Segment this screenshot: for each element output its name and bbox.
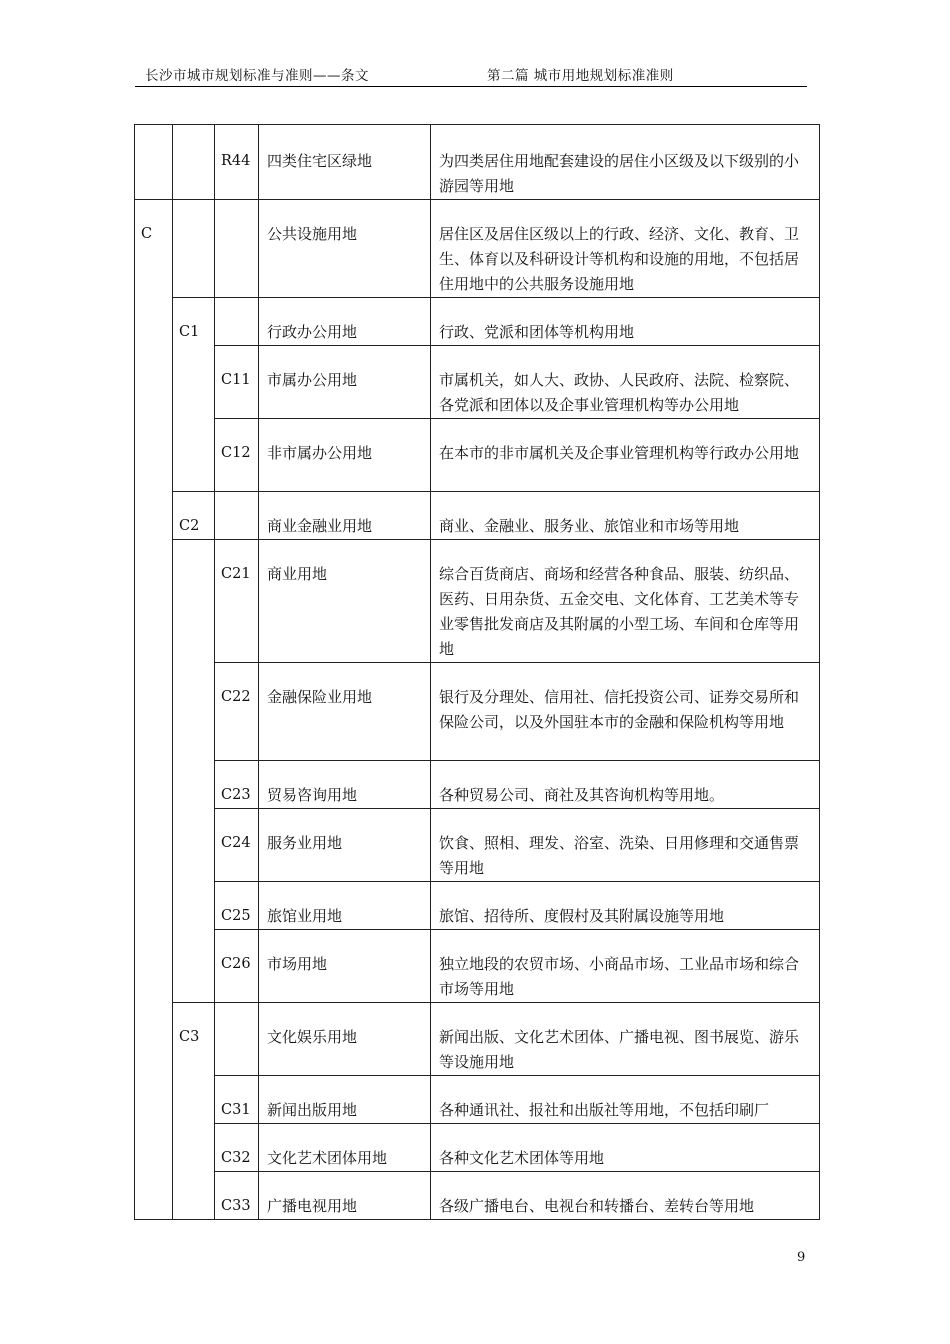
minor-code-cell: C24	[215, 809, 259, 882]
page-header	[135, 64, 807, 87]
table-row	[135, 761, 820, 809]
category-name-cell: 公共设施用地	[259, 200, 431, 298]
category-desc-cell: 综合百货商店、商场和经营各种食品、服装、纺织品、医药、日用杂货、五金交电、文化体育、工艺美术等专业零售批发商店及其附属的小型工场、车间和仓库等用地	[431, 540, 820, 663]
table-row	[135, 346, 820, 419]
category-desc-cell: 商业、金融业、服务业、旅馆业和市场等用地	[431, 492, 820, 540]
category-desc-cell: 为四类居住用地配套建设的居住小区级及以下级别的小游园等用地	[431, 125, 820, 200]
category-desc-cell: 在本市的非市属机关及企事业管理机构等行政办公用地	[431, 419, 820, 492]
major-code-cell	[135, 125, 173, 200]
category-name-cell: 行政办公用地	[259, 298, 431, 346]
minor-code-cell: C22	[215, 663, 259, 761]
table-row	[135, 1076, 820, 1124]
category-desc-cell: 各种通讯社、报社和出版社等用地，不包括印刷厂	[431, 1076, 820, 1124]
minor-code-cell: C12	[215, 419, 259, 492]
chapter-title: 第二篇 城市用地规划标准准则	[487, 68, 674, 84]
major-code-cell: C	[135, 200, 173, 1220]
table-row	[135, 298, 820, 346]
category-desc-cell: 市属机关，如人大、政协、人民政府、法院、检察院、各党派和团体以及企事业管理机构等办公用地	[431, 346, 820, 419]
category-desc-cell: 独立地段的农贸市场、小商品市场、工业品市场和综合市场等用地	[431, 930, 820, 1003]
table-row	[135, 125, 820, 200]
category-desc-cell: 饮食、照相、理发、浴室、洗染、日用修理和交通售票等用地	[431, 809, 820, 882]
minor-code-cell: R44	[215, 125, 259, 200]
category-desc-cell: 行政、党派和团体等机构用地	[431, 298, 820, 346]
page-number: 9	[797, 1250, 806, 1265]
table-row	[135, 200, 820, 298]
minor-code-cell: C23	[215, 761, 259, 809]
category-name-cell: 市场用地	[259, 930, 431, 1003]
minor-code-cell	[215, 298, 259, 346]
medium-code-cell	[173, 125, 215, 200]
category-name-cell: 非市属办公用地	[259, 419, 431, 492]
table-row	[135, 1124, 820, 1172]
category-name-cell: 市属办公用地	[259, 346, 431, 419]
category-name-cell: 文化艺术团体用地	[259, 1124, 431, 1172]
minor-code-cell	[215, 492, 259, 540]
medium-code-cell	[173, 540, 215, 1003]
category-desc-cell: 各级广播电台、电视台和转播台、差转台等用地	[431, 1172, 820, 1220]
medium-code-cell: C1	[173, 298, 215, 492]
category-name-cell: 贸易咨询用地	[259, 761, 431, 809]
table-row	[135, 809, 820, 882]
minor-code-cell: C21	[215, 540, 259, 663]
category-name-cell: 服务业用地	[259, 809, 431, 882]
category-desc-cell: 居住区及居住区级以上的行政、经济、文化、教育、卫生、体育以及科研设计等机构和设施的用地，不包括居住用地中的公共服务设施用地	[431, 200, 820, 298]
minor-code-cell: C25	[215, 882, 259, 930]
table-row	[135, 1003, 820, 1076]
category-name-cell: 商业金融业用地	[259, 492, 431, 540]
category-name-cell: 金融保险业用地	[259, 663, 431, 761]
minor-code-cell: C32	[215, 1124, 259, 1172]
minor-code-cell: C33	[215, 1172, 259, 1220]
table-row	[135, 492, 820, 540]
category-desc-cell: 各种文化艺术团体等用地	[431, 1124, 820, 1172]
minor-code-cell	[215, 1003, 259, 1076]
medium-code-cell: C3	[173, 1003, 215, 1220]
table-row	[135, 882, 820, 930]
category-name-cell: 旅馆业用地	[259, 882, 431, 930]
table-row	[135, 1172, 820, 1220]
medium-code-cell: C2	[173, 492, 215, 540]
table-row	[135, 419, 820, 492]
category-desc-cell: 新闻出版、文化艺术团体、广播电视、图书展览、游乐等设施用地	[431, 1003, 820, 1076]
minor-code-cell: C11	[215, 346, 259, 419]
category-name-cell: 文化娱乐用地	[259, 1003, 431, 1076]
category-desc-cell: 银行及分理处、信用社、信托投资公司、证券交易所和保险公司，以及外国驻本市的金融和保险机构等用地	[431, 663, 820, 761]
table-row	[135, 930, 820, 1003]
minor-code-cell: C26	[215, 930, 259, 1003]
category-name-cell: 广播电视用地	[259, 1172, 431, 1220]
minor-code-cell: C31	[215, 1076, 259, 1124]
category-desc-cell: 各种贸易公司、商社及其咨询机构等用地。	[431, 761, 820, 809]
category-name-cell: 新闻出版用地	[259, 1076, 431, 1124]
table-row	[135, 663, 820, 761]
document-title: 长沙市城市规划标准与准则——条文	[145, 68, 369, 84]
land-use-classification-table	[134, 124, 820, 1220]
minor-code-cell	[215, 200, 259, 298]
category-desc-cell: 旅馆、招待所、度假村及其附属设施等用地	[431, 882, 820, 930]
table-row	[135, 540, 820, 663]
category-name-cell: 商业用地	[259, 540, 431, 663]
category-name-cell: 四类住宅区绿地	[259, 125, 431, 200]
medium-code-cell	[173, 200, 215, 298]
